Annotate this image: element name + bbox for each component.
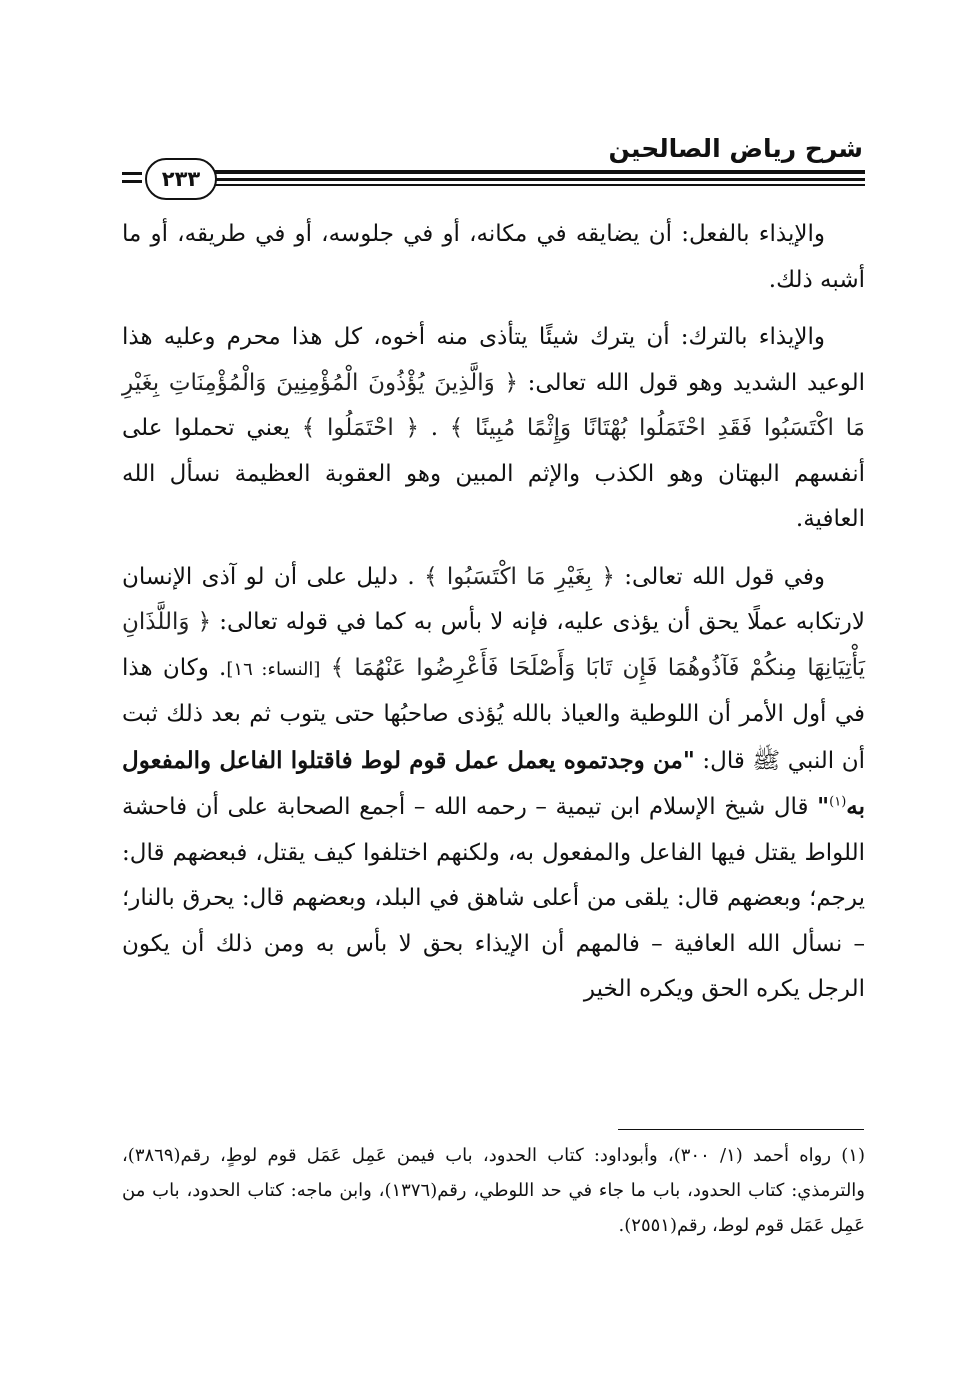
verse-reference: [النساء: ١٦] bbox=[226, 658, 321, 680]
header-rule-end-bottom bbox=[122, 180, 142, 183]
quran-verse-al-ahzab: ﴿ وَالَّذِينَ يُؤْذُونَ الْمُؤْمِنِينَ وَالْمُؤْمِنَاتِ بِغَيْرِ مَا اكْتَسَبُوا فَقَدِ احْتَمَلُوا بُهْتَانًا وَإِثْمًا مُبِينًا ﴾ bbox=[122, 369, 865, 441]
quran-verse-an-nisa: ﴿ وَاللَّذَانِ يَأْتِيَانِهَا مِنكُمْ فَآذُوهُمَا فَإِن تَابَا وَأَصْلَحَا فَأَعْرِضُوا عَنْهُمَا ﴾ bbox=[122, 609, 866, 681]
header-rule-thin bbox=[212, 184, 865, 186]
paragraph-3-argument: . دليل على أن لو آذى الإنسان لارتكابه عملًا يحق أن يؤذى عليه، فإنه لا بأس به كما في قوله تعالى: bbox=[122, 563, 866, 635]
header-rule-middle bbox=[212, 178, 865, 181]
header-rule-thick bbox=[212, 170, 865, 174]
sentence-end: . bbox=[430, 415, 439, 441]
footnote-separator bbox=[618, 1129, 864, 1130]
paragraph-2-explanation: يعني تحملوا على أنفسهم البهتان وهو الكذب والإثم المبين وهو العقوبة العظيمة نسأل الله العافية. bbox=[122, 415, 865, 532]
footnote-marker[interactable]: (١) bbox=[829, 794, 847, 810]
hadith-quote-close: " bbox=[817, 793, 830, 820]
paragraph-3-history: . وكان هذا في أول الأمر أن اللوطية والعياذ بالله يُؤذى صاحبُها حتى يتوب ثم بعد ذلك ثبت أن النبي ﷺ قال: bbox=[122, 654, 865, 774]
quran-word: ﴿ احْتَمَلُوا ﴾ bbox=[301, 415, 419, 441]
running-header-title: شرح رياض الصالحين bbox=[608, 134, 863, 163]
paragraph-3-discussion: قال شيخ الإسلام ابن تيمية – رحمه الله – أجمع الصحابة على أن فاحشة اللواط يقتل فيها الفاعل والمفعول به، ولكنهم اختلفوا كيف يقتل، فبعضهم قال: يرجم؛ وبعضهم قال: يلقى من أعلى شاهق في البلد، وبعضهم قال: يحرق بالنار؛ – نسأل الله العافية – فالمهم أن الإيذاء بحق لا بأس به ومن ذلك أن يكون الرجل يكره الحق ويكره الخير bbox=[122, 794, 865, 1002]
paragraph-2 bbox=[122, 315, 865, 543]
paragraph-1: والإيذاء بالفعل: أن يضايقه في مكانه، أو في جلوسه، أو في طريقه، أو ما أشبه ذلك. bbox=[122, 221, 865, 293]
hadith-quote: "من وجدتموه يعمل عمل قوم لوط فاقتلوا الفاعل والمفعول به bbox=[122, 746, 866, 820]
footnote-1: (١) رواه أحمد (١/ ٣٠٠)، وأبوداود: كتاب الحدود، باب فيمن عَمِل عَمَل قوم لوطٍ، رقم(٣٨٦٩)، والترمذي: كتاب الحدود، باب ما جاء في حد اللوطي، رقم(١٣٧٦)، وابن ماجه: كتاب الحدود، باب من عَمِل عَمَل قوم لوط، رقم(٢٥٥١). bbox=[122, 1145, 865, 1236]
paragraph-2-intro: والإيذاء بالترك: أن يترك شيئًا يتأذى منه أخوه، كل هذا محرم وعليه هذا الوعيد الشديد وهو قول الله تعالى: bbox=[122, 324, 866, 396]
main-text bbox=[122, 212, 865, 1025]
paragraph-3-intro: وفي قول الله تعالى: bbox=[624, 563, 825, 590]
header-rule-end-top bbox=[122, 172, 142, 175]
page-number: ٢٣٣ bbox=[145, 158, 217, 200]
quran-phrase: ﴿ بِغَيْرِ مَا اكْتَسَبُوا ﴾ bbox=[424, 563, 615, 590]
paragraph-3 bbox=[122, 555, 865, 1013]
